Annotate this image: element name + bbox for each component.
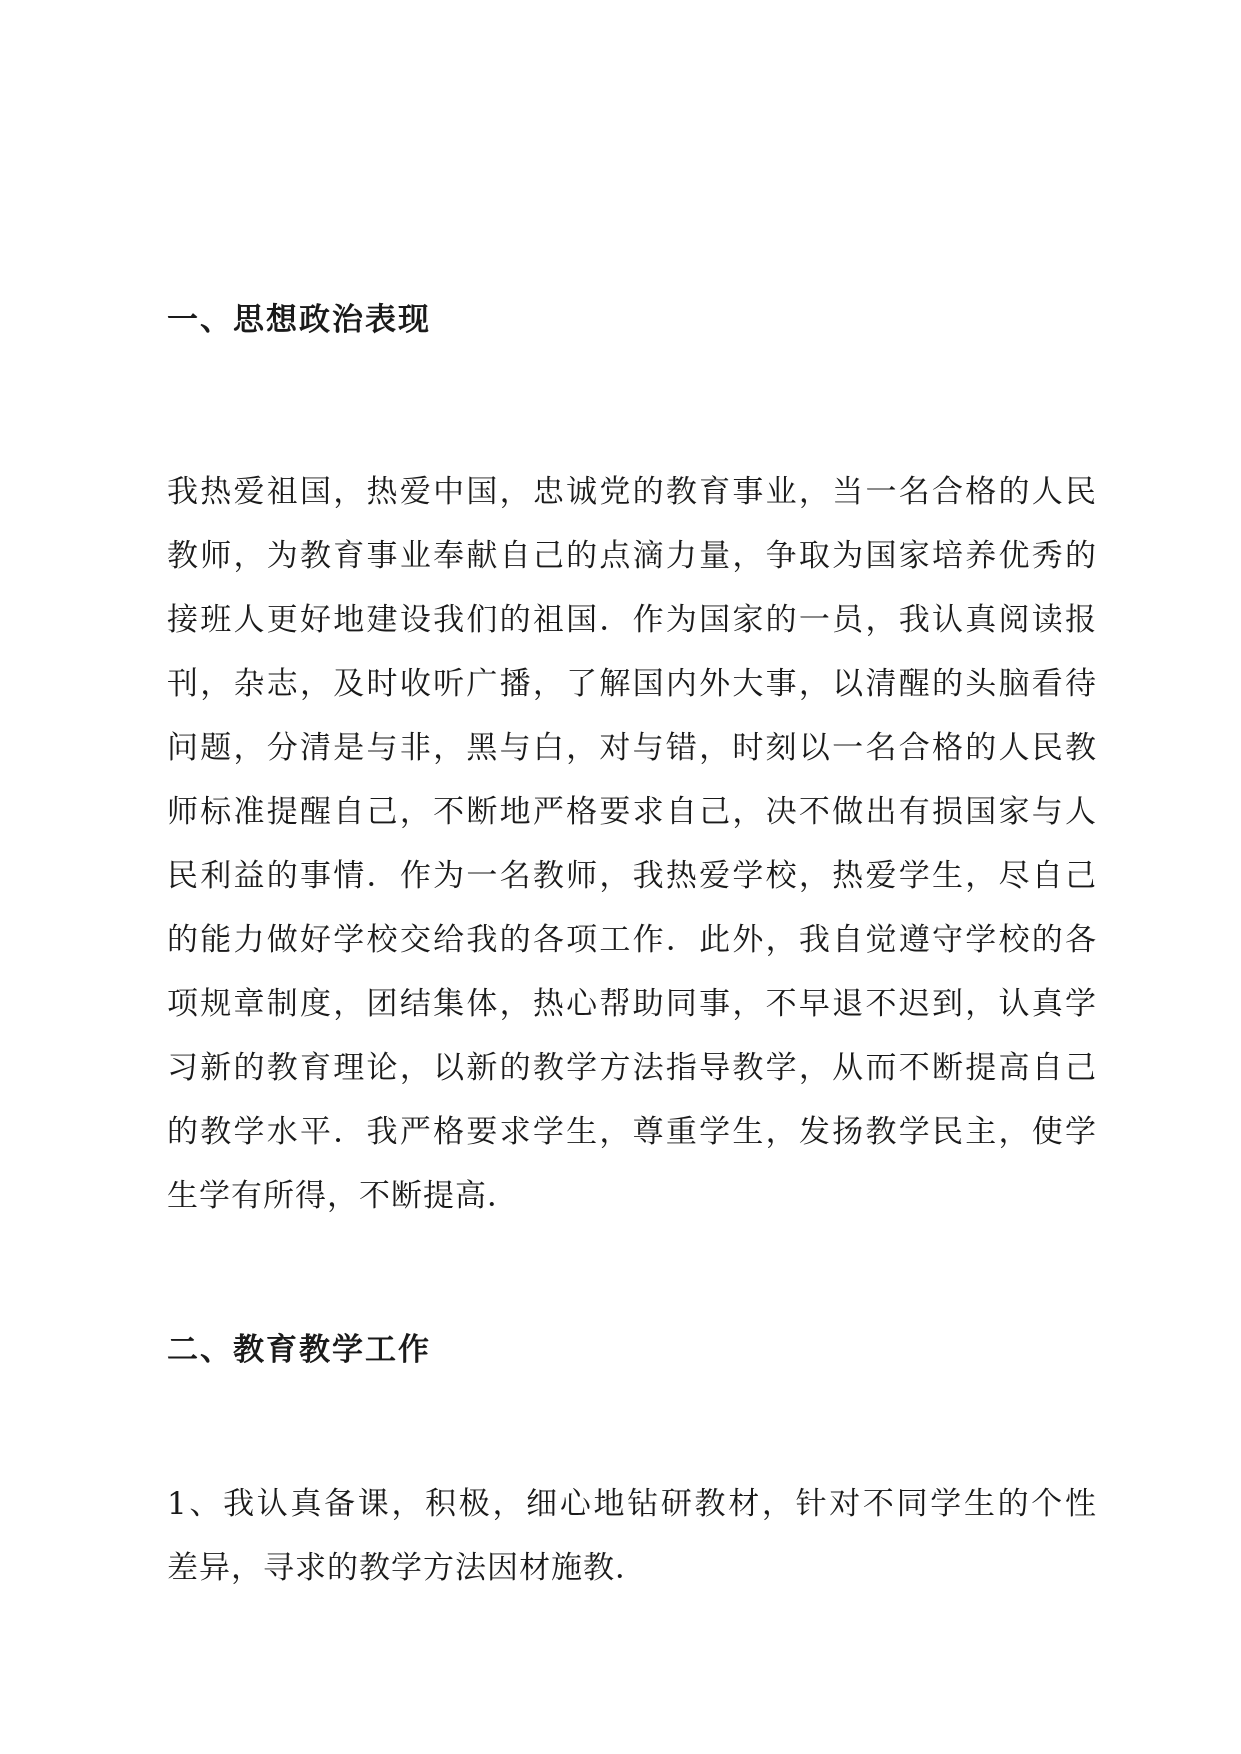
document-body xyxy=(167,288,1097,1600)
text-line: 我热爱祖国，热爱中国，忠诚党的教育事业，当一名合格的人民 xyxy=(167,474,1097,510)
text-line: 项规章制度，团结集体，热心帮助同事，不早退不迟到，认真学 xyxy=(167,986,1097,1022)
text-line: 的能力做好学校交给我的各项工作．此外，我自觉遵守学校的各 xyxy=(167,922,1097,958)
text-line: 师标准提醒自己，不断地严格要求自己，决不做出有损国家与人 xyxy=(167,794,1097,830)
spacer xyxy=(167,1382,1097,1472)
section-heading-political: 一、思想政治表现 xyxy=(167,302,431,338)
text-line: 生学有所得，不断提高． xyxy=(167,1178,519,1214)
text-line: 民利益的事情．作为一名教师，我热爱学校，热爱学生，尽自己 xyxy=(167,858,1097,894)
text-line: 问题，分清是与非，黑与白，对与错，时刻以一名合格的人民教 xyxy=(167,730,1097,766)
text-line: 接班人更好地建设我们的祖国．作为国家的一员，我认真阅读报 xyxy=(167,602,1097,638)
text-line: 刊，杂志，及时收听广播，了解国内外大事，以清醒的头脑看待 xyxy=(167,666,1097,702)
text-line: 差异，寻求的教学方法因材施教． xyxy=(167,1550,647,1586)
text-line: 1、我认真备课，积极，细心地钻研教材，针对不同学生的个性 xyxy=(167,1486,1097,1522)
paragraph-teaching xyxy=(167,1472,1097,1600)
paragraph-political xyxy=(167,460,1097,1228)
spacer xyxy=(167,1228,1097,1318)
section-heading-teaching: 二、教育教学工作 xyxy=(167,1332,431,1368)
text-line: 习新的教育理论，以新的教学方法指导教学，从而不断提高自己 xyxy=(167,1050,1097,1086)
spacer xyxy=(167,352,1097,460)
text-line: 的教学水平．我严格要求学生，尊重学生，发扬教学民主，使学 xyxy=(167,1114,1097,1150)
text-line: 教师，为教育事业奉献自己的点滴力量，争取为国家培养优秀的 xyxy=(167,538,1097,574)
